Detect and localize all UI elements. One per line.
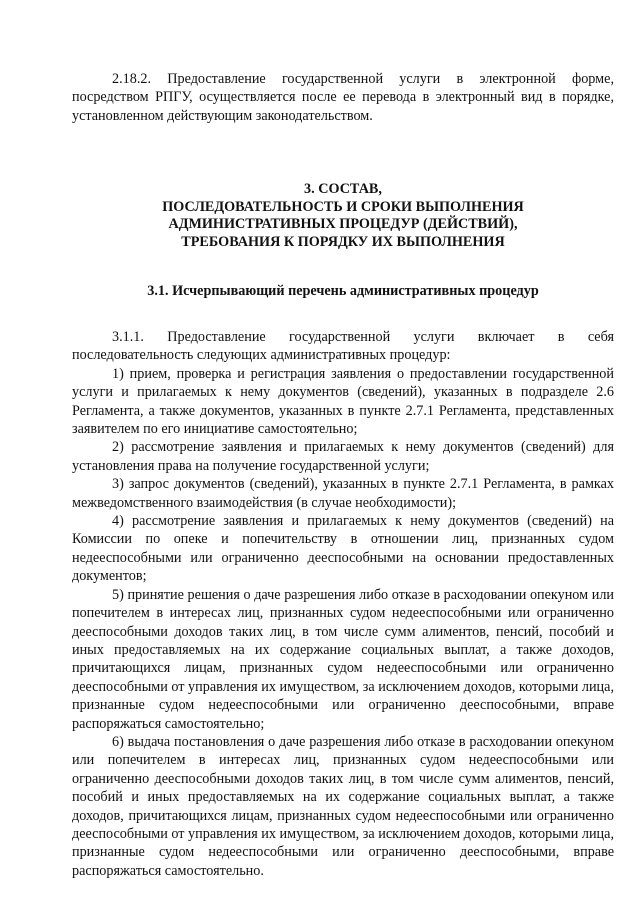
section-title-line: АДМИНИСТРАТИВНЫХ ПРОЦЕДУР (ДЕЙСТВИЙ),	[168, 216, 518, 233]
section-title-line: 3. СОСТАВ,	[304, 181, 382, 198]
list-item: 2) рассмотрение заявления и прилагаемых к нему документов (сведений) для установления права на получение государственной услуги;	[72, 439, 614, 474]
paragraph-2-18-2: 2.18.2. Предоставление государственной услуги в электронной форме, посредством РПГУ, осуществляется после ее перевода в электронный вид в порядке, установленном действующим законодательством.	[72, 71, 614, 124]
subsection-3-1-title: 3.1. Исчерпывающий перечень административных процедур	[147, 282, 539, 299]
list-item: 6) выдача постановления о даче разрешения либо отказе в расходовании опекуном или попечителем в интересах лиц, признанных судом недееспособными или ограниченно дееспособными доходов таких лиц, в том числе сумм алиментов, пенсий, пособий и иных предоставляемых на их содержание социальных выплат, а также доходов, причитающихся лицам, признанных судом недееспособными или ограниченно дееспособными от управления их имуществом, за исключением доходов, которыми лица, признанные судом недееспособными или ограниченно дееспособными, вправе распоряжаться самостоятельно.	[72, 733, 614, 879]
document-body	[72, 70, 614, 880]
section-title-line: ТРЕБОВАНИЯ К ПОРЯДКУ ИХ ВЫПОЛНЕНИЯ	[181, 234, 505, 250]
list-item: 3) запрос документов (сведений), указанных в пункте 2.7.1 Регламента, в рамках межведомственного взаимодействия (в случае необходимости);	[72, 476, 614, 511]
section-3-title	[72, 181, 614, 251]
clause-3-1-1: 3.1.1. Предоставление государственной услуги включает в себя последовательность следующих административных процедур:	[72, 329, 614, 364]
list-item: 1) прием, проверка и регистрация заявления о предоставлении государственной услуги и прилагаемых к нему документов (сведений), указанных в подразделе 2.6 Регламента, а также документов, указанных в пункте 2.7.1 Регламента, представленных заявителем по его инициативе самостоятельно;	[72, 365, 614, 438]
section-title-line: ПОСЛЕДОВАТЕЛЬНОСТЬ И СРОКИ ВЫПОЛНЕНИЯ	[162, 198, 524, 215]
list-item: 4) рассмотрение заявления и прилагаемых к нему документов (сведений) на Комиссии по опеке и попечительству в отношении лиц, признанных судом недееспособными или ограниченно дееспособными на основании предоставленных документов;	[72, 513, 614, 585]
list-item: 5) принятие решения о даче разрешения либо отказе в расходовании опекуном или попечителем в интересах лиц, признанных судом недееспособными или ограниченно дееспособными доходов таких лиц, в том числе сумм алиментов, пенсий, пособий и иных предоставляемых на их содержание социальных выплат, а также доходов, причитающихся лицам, признанных судом недееспособными или ограниченно дееспособными от управления их имуществом, за исключением доходов, которыми лица, признанные судом недееспособными или ограниченно дееспособными, вправе распоряжаться самостоятельно;	[72, 586, 614, 732]
